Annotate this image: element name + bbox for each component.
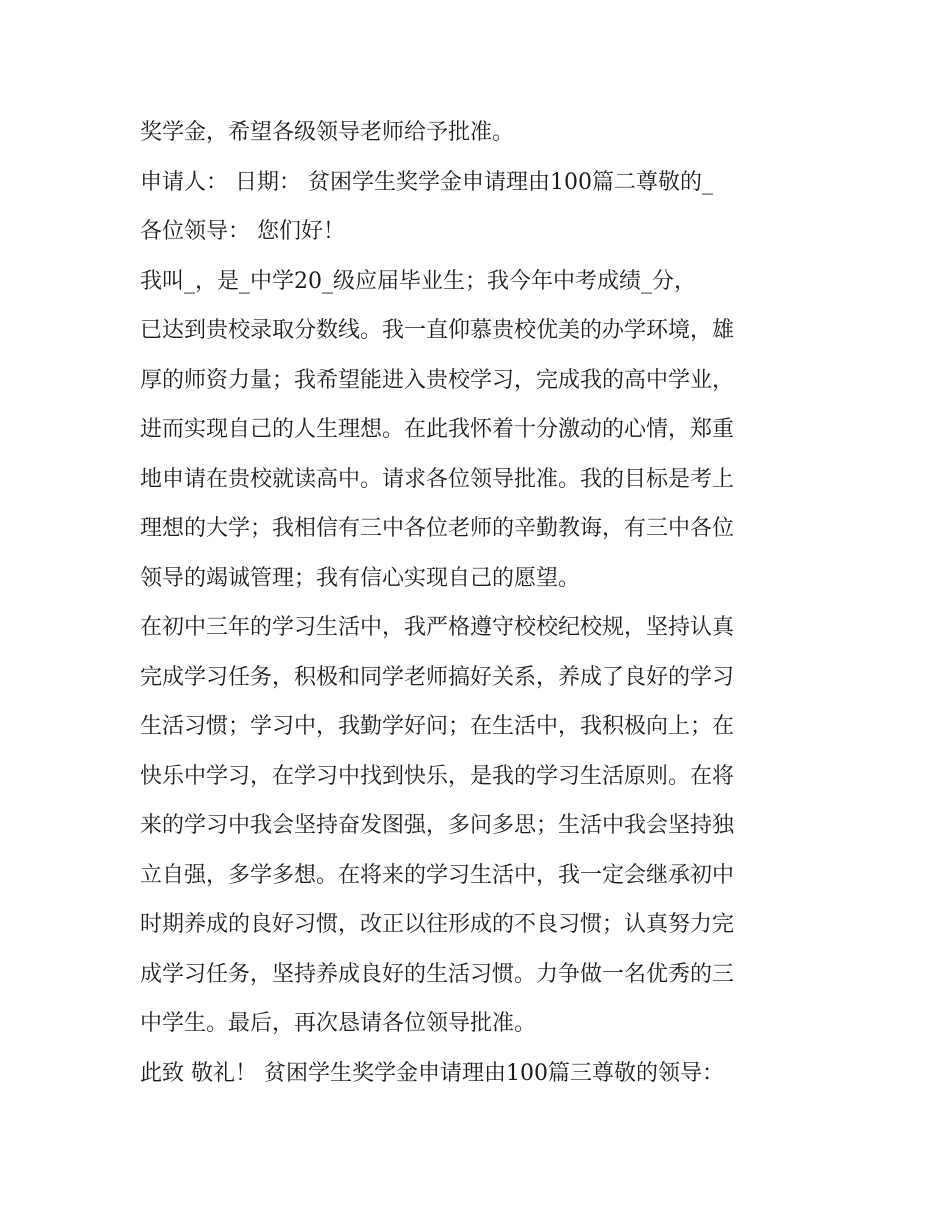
text-line: 厚的师资力量；我希望能进入贵校学习，完成我的高中学业， [140,367,735,393]
text-line: 快乐中学习，在学习中找到快乐，是我的学习生活原则。在将 [140,763,735,789]
text-line: 来的学习中我会坚持奋发图强，多问多思；生活中我会坚持独 [140,813,735,838]
text-line: 成学习任务，坚持养成良好的生活习惯。力争做一名优秀的三 [140,961,735,987]
text-line: 生活习惯；学习中，我勤学好问；在生活中，我积极向上；在 [140,714,735,739]
text-line: 理想的大学；我相信有三中各位老师的辛勤教诲，有三中各位 [140,516,735,541]
text-line: 申请人： 日期： 贫困学生奖学金申请理由100篇二尊敬的_ [140,169,713,195]
text-line: 进而实现自己的人生理想。在此我怀着十分激动的心情，郑重 [140,417,735,442]
text-line: 在初中三年的学习生活中，我严格遵守校校纪校规，坚持认真 [140,615,735,640]
document-body [140,108,820,1098]
text-line: 中学生。最后，再次恳请各位领导批准。 [140,1011,537,1036]
text-line: 我叫_，是_中学20_级应届毕业生；我今年中考成绩_分， [140,268,696,294]
text-line: 完成学习任务，积极和同学老师搞好关系，养成了良好的学习 [140,664,735,690]
text-line: 地申请在贵校就读高中。请求各位领导批准。我的目标是考上 [140,466,735,492]
text-line: 立自强，多学多想。在将来的学习生活中，我一定会继承初中 [140,862,735,888]
text-line: 时期养成的良好习惯，改正以往形成的不良习惯；认真努力完 [140,912,735,937]
text-line: 领导的竭诚管理；我有信心实现自己的愿望。 [140,565,581,591]
text-line: 已达到贵校录取分数线。我一直仰慕贵校优美的办学环境，雄 [140,318,735,343]
text-line: 此致 敬礼！ 贫困学生奖学金申请理由100篇三尊敬的领导： [140,1060,724,1086]
text-line: 各位领导： 您们好！ [140,219,345,244]
text-line: 奖学金，希望各级领导老师给予批准。 [140,120,515,145]
